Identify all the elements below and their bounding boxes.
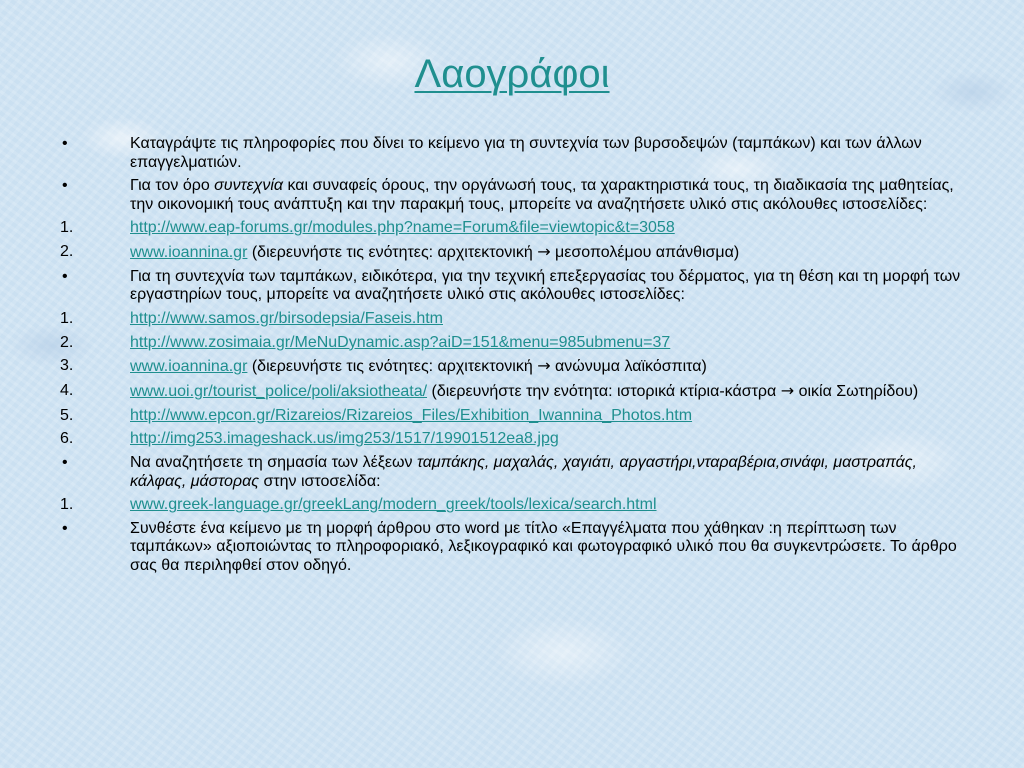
text-segment: (διερευνήστε την ενότητα: ιστορικά κτίρια-κάστρα: [427, 383, 781, 400]
web-link[interactable]: www.greek-language.gr/greekLang/modern_greek/tools/lexica/search.html: [130, 496, 657, 514]
bullet-item: [60, 135, 965, 172]
text-segment: ανώνυμα λαϊκόσπιτα): [550, 358, 707, 376]
bullet-item: [60, 268, 965, 305]
item-number: 1.: [60, 309, 74, 327]
numbered-item: [60, 407, 965, 426]
item-text: [130, 454, 917, 490]
item-number: 1.: [60, 496, 74, 514]
web-link[interactable]: www.uoi.gr/tourist_police/poli/aksiotheata/: [130, 383, 428, 400]
text-segment: Καταγράψτε τις πληροφορίες που δίνει το κείμενο για τη συντεχνία των βυρσοδεψών (ταμπάκων) και των άλλων επαγγελματιών.: [130, 135, 922, 171]
item-number: 2.: [60, 333, 74, 351]
text-segment: (διερευνήστε τις ενότητες: αρχιτεκτονική: [247, 244, 538, 262]
item-text: [130, 496, 657, 513]
text-segment: (διερευνήστε τις ενότητες: αρχιτεκτονική: [247, 358, 538, 376]
numbered-item: [60, 430, 965, 449]
text-segment: Να αναζητήσετε τη σημασία των λέξεων: [130, 454, 417, 472]
text-segment: Συνθέστε ένα κείμενο με τη μορφή άρθρου στο word με τίτλο «Επαγγέλματα που χάθηκαν :η περίπτωση των ταμπάκων» αξιοποιώντας το πληροφοριακό, λεξικογραφικό και φωτογραφικό υλικό που θα συγκεντρώσετε. Το άρθρο σας θα περιληφθεί στον οδηγό.: [130, 519, 957, 574]
item-text: [130, 268, 960, 304]
web-link[interactable]: www.ioannina.gr: [130, 244, 248, 262]
arrow-right-icon: →: [780, 381, 795, 400]
numbered-item: [60, 219, 965, 238]
item-text: [130, 219, 675, 236]
bullet-marker: •: [62, 454, 68, 472]
numbered-item: [60, 382, 965, 402]
item-text: [130, 358, 707, 375]
slide-content-list: [60, 135, 965, 581]
text-segment: Για τη συντεχνία των ταμπάκων, ειδικότερα, για την τεχνική επεξεργασίας του δέρματος, για τη θέση και τη μορφή των εργαστηρίων τους, μπορείτε να αναζητήσετε υλικό στις ακόλουθες ιστοσελίδες:: [130, 267, 961, 304]
item-number: 4.: [60, 382, 74, 399]
web-link[interactable]: www.ioannina.gr: [130, 358, 248, 376]
item-number: 6.: [60, 430, 74, 448]
bullet-marker: •: [62, 519, 68, 537]
web-link[interactable]: http://www.samos.gr/birsodepsia/Faseis.htm: [130, 309, 444, 327]
slide-title-text: Λαογράφοι: [414, 52, 610, 96]
item-number: 2.: [60, 243, 74, 261]
item-text: [130, 520, 957, 574]
bullet-item: [60, 520, 965, 576]
text-segment: μεσοπολέμου απάνθισμα): [550, 244, 740, 262]
web-link[interactable]: http://img253.imageshack.us/img253/1517/19901512ea8.jpg: [130, 430, 559, 448]
web-link[interactable]: http://www.epcon.gr/Rizareios/Rizareios_Files/Exhibition_Iwannina_Photos.htm: [130, 406, 693, 424]
item-number: 3.: [60, 357, 74, 375]
item-text: [130, 310, 443, 327]
italic-text: συντεχνία: [214, 177, 284, 195]
text-segment: στην ιστοσελίδα:: [259, 472, 381, 490]
slide-title: [0, 48, 1024, 100]
numbered-item: [60, 496, 965, 515]
item-text: [130, 177, 954, 213]
numbered-item: [60, 243, 965, 263]
text-segment: Για τον όρο: [130, 177, 215, 195]
item-text: [130, 430, 559, 447]
web-link[interactable]: http://www.eap-forums.gr/modules.php?name=Forum&file=viewtopic&t=3058: [130, 219, 675, 237]
arrow-right-icon: →: [537, 356, 551, 376]
web-link[interactable]: http://www.zosimaia.gr/MeNuDynamic.asp?aiD=151&menu=985ubmenu=37: [130, 333, 671, 351]
bullet-marker: •: [62, 135, 68, 152]
item-text: [130, 135, 922, 171]
italic-text: ταμπάκης, μαχαλάς, χαγιάτι, αργαστήρι,νταραβέρια,σινάφι, μαστραπάς, κάλφας, μάστορας: [130, 454, 917, 490]
item-number: 1.: [60, 219, 74, 237]
arrow-right-icon: →: [537, 242, 551, 262]
bullet-marker: •: [62, 267, 68, 285]
item-number: 5.: [60, 406, 74, 424]
item-text: [130, 334, 670, 351]
bullet-item: [60, 454, 965, 491]
numbered-item: [60, 334, 965, 353]
item-text: [130, 244, 739, 261]
text-segment: οικία Σωτηρίδου): [794, 383, 919, 400]
item-text: [130, 383, 918, 400]
item-text: [130, 407, 692, 424]
numbered-item: [60, 357, 965, 377]
bullet-marker: •: [62, 177, 68, 195]
text-segment: και συναφείς όρους, την οργάνωσή τους, τα χαρακτηριστικά τους, τη διαδικασία της μαθητείας, την οικονομική τους ανάπτυξη και την παρακμή τους, μπορείτε να αναζητήσετε υλικό στις ακόλουθες ιστοσελίδες:: [130, 177, 954, 213]
numbered-item: [60, 310, 965, 329]
bullet-item: [60, 177, 965, 214]
